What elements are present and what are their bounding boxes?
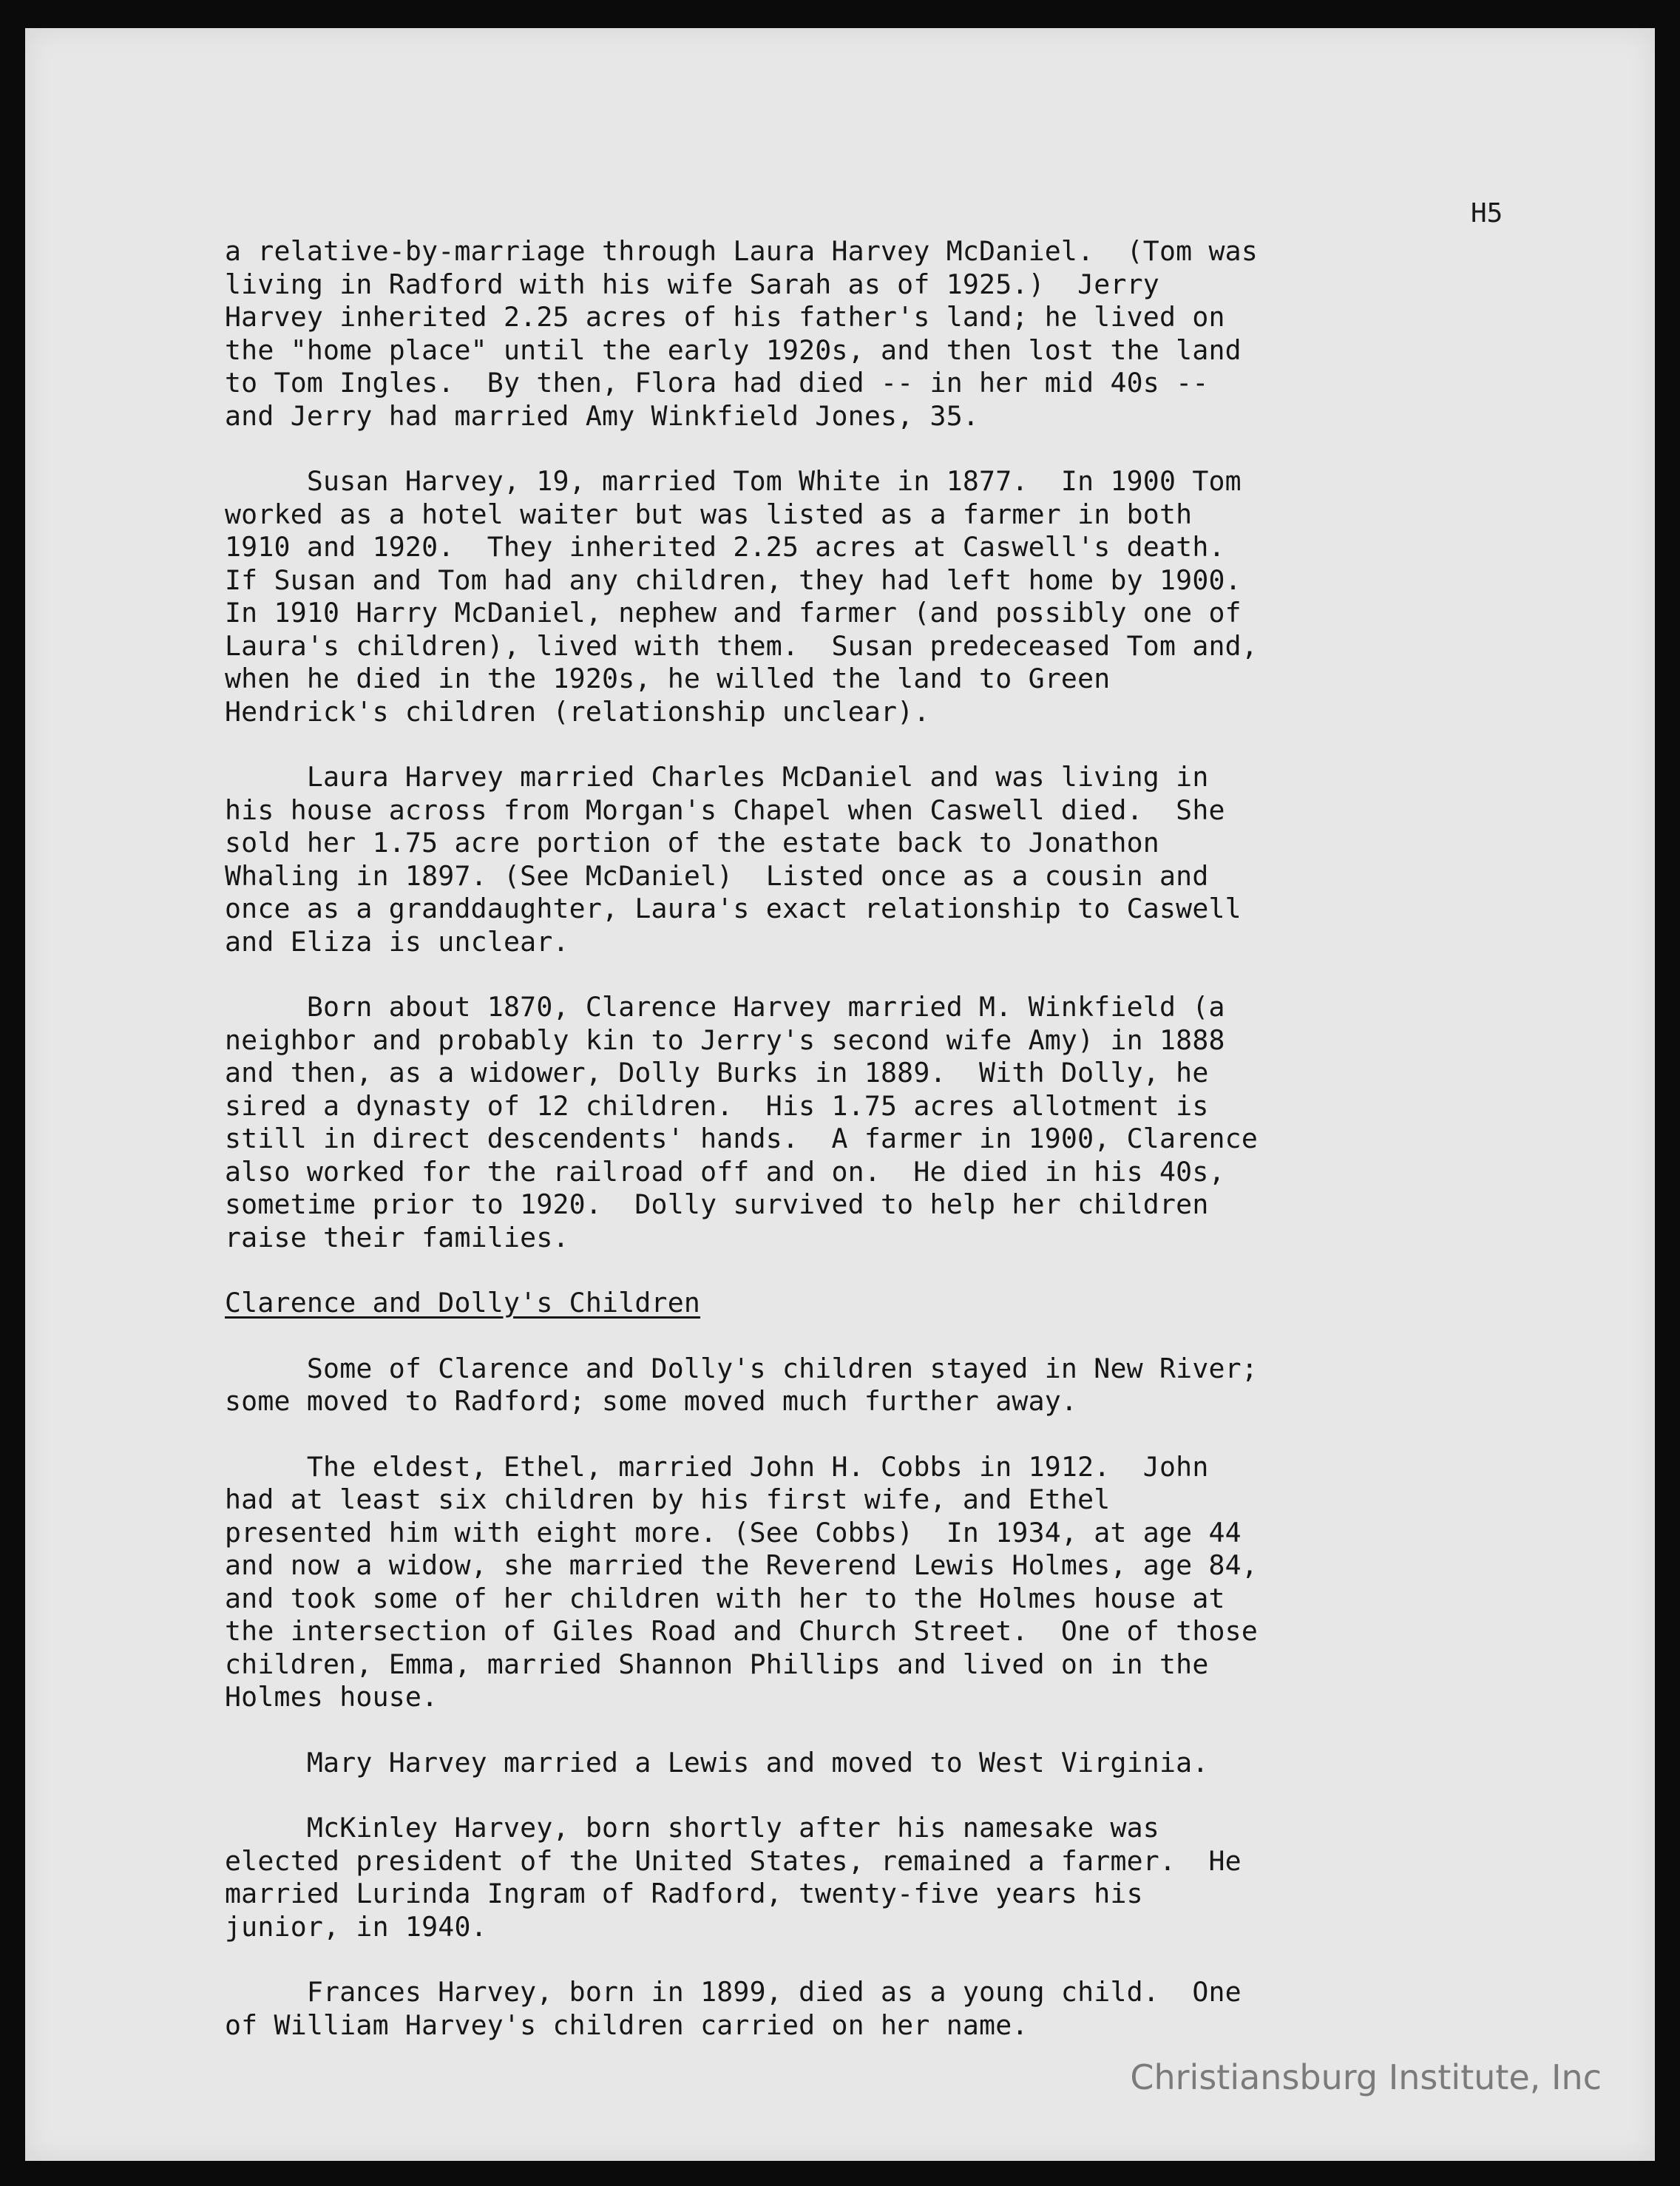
paragraph bbox=[225, 1976, 1482, 2042]
text-line: and Jerry had married Amy Winkfield Jones, 35. bbox=[225, 399, 980, 432]
text-line: some moved to Radford; some moved much further away. bbox=[225, 1385, 1078, 1417]
text-line: neighbor and probably kin to Jerry's second wife Amy) in 1888 bbox=[225, 1023, 1225, 1056]
page-number: H5 bbox=[1471, 198, 1503, 229]
text-line: worked as a hotel waiter but was listed as a farmer in both bbox=[225, 498, 1193, 530]
text-line: In 1910 Harry McDaniel, nephew and farmer (and possibly one of bbox=[225, 597, 1242, 629]
text-line: elected president of the United States, remained a farmer. He bbox=[225, 1844, 1242, 1877]
text-line: still in direct descendents' hands. A farmer in 1900, Clarence bbox=[225, 1123, 1259, 1154]
text-line: Some of Clarence and Dolly's children stayed in New River; bbox=[225, 1352, 1259, 1384]
text-line: married Lurinda Ingram of Radford, twenty-five years his bbox=[225, 1878, 1143, 1909]
text-line: Holmes house. bbox=[225, 1681, 438, 1713]
text-line: Born about 1870, Clarence Harvey married M. Winkfield (a bbox=[225, 991, 1225, 1023]
text-line: had at least six children by his first wife, and Ethel bbox=[225, 1483, 1111, 1515]
text-line: 1910 and 1920. They inherited 2.25 acres at Caswell's death. bbox=[225, 531, 1225, 563]
text-line: and then, as a widower, Dolly Burks in 1889. With Dolly, he bbox=[225, 1057, 1209, 1089]
text-line: also worked for the railroad off and on. He died in his 40s, bbox=[225, 1155, 1225, 1188]
text-line: children, Emma, married Shannon Phillips and lived on in the bbox=[225, 1648, 1209, 1680]
text-line: the intersection of Giles Road and Church Street. One of those bbox=[225, 1615, 1259, 1647]
text-line: his house across from Morgan's Chapel when Caswell died. She bbox=[225, 793, 1225, 826]
text-line: of William Harvey's children carried on her name. bbox=[225, 2009, 1029, 2041]
paragraph bbox=[225, 465, 1482, 728]
text-line: and took some of her children with her to the Holmes house at bbox=[225, 1582, 1225, 1614]
text-line: Hendrick's children (relationship unclear). bbox=[225, 695, 930, 728]
text-line: once as a granddaughter, Laura's exact relationship to Caswell bbox=[225, 893, 1242, 924]
text-line: and Eliza is unclear. bbox=[225, 925, 569, 958]
text-line: The eldest, Ethel, married John H. Cobbs in 1912. John bbox=[225, 1450, 1209, 1483]
watermark-text: Christiansburg Institute, Inc bbox=[1130, 2057, 1602, 2097]
text-line: McKinley Harvey, born shortly after his namesake was bbox=[225, 1812, 1159, 1844]
text-line: a relative-by-marriage through Laura Harvey McDaniel. (Tom was bbox=[225, 235, 1259, 267]
text-line: when he died in the 1920s, he willed the land to Green bbox=[225, 663, 1111, 694]
text-line: the "home place" until the early 1920s, and then lost the land bbox=[225, 334, 1242, 366]
text-line: presented him with eight more. (See Cobbs) In 1934, at age 44 bbox=[225, 1516, 1242, 1549]
paragraphs-before-heading bbox=[225, 235, 1482, 1254]
text-line: Laura Harvey married Charles McDaniel and was living in bbox=[225, 761, 1209, 793]
text-line: and now a widow, she married the Reverend Lewis Holmes, age 84, bbox=[225, 1549, 1259, 1581]
text-line: Laura's children), lived with them. Susan predeceased Tom and, bbox=[225, 629, 1259, 662]
text-line: to Tom Ingles. By then, Flora had died -- in her mid 40s -- bbox=[225, 367, 1209, 399]
text-line: sired a dynasty of 12 children. His 1.75 acres allotment is bbox=[225, 1089, 1209, 1122]
paragraph bbox=[225, 1353, 1482, 1418]
document-body bbox=[225, 235, 1482, 2074]
text-line: Susan Harvey, 19, married Tom White in 1877. In 1900 Tom bbox=[225, 465, 1242, 497]
text-line: junior, in 1940. bbox=[225, 1910, 487, 1943]
text-line: Harvey inherited 2.25 acres of his father's land; he lived on bbox=[225, 301, 1225, 333]
paragraphs-after-heading bbox=[225, 1353, 1482, 2043]
paragraph bbox=[225, 1747, 1482, 1780]
text-line: raise their families. bbox=[225, 1221, 569, 1253]
text-line: sold her 1.75 acre portion of the estate back to Jonathon bbox=[225, 827, 1159, 859]
text-line: If Susan and Tom had any children, they had left home by 1900. bbox=[225, 564, 1242, 596]
text-line: Mary Harvey married a Lewis and moved to West Virginia. bbox=[225, 1746, 1209, 1779]
paragraph bbox=[225, 235, 1482, 433]
section-heading: Clarence and Dolly's Children bbox=[225, 1287, 701, 1319]
text-line: sometime prior to 1920. Dolly survived to help her children bbox=[225, 1188, 1209, 1220]
paragraph bbox=[225, 991, 1482, 1254]
text-line: Frances Harvey, born in 1899, died as a young child. One bbox=[225, 1976, 1242, 2008]
text-line: Whaling in 1897. (See McDaniel) Listed once as a cousin and bbox=[225, 859, 1209, 892]
paragraph bbox=[225, 761, 1482, 958]
paragraph bbox=[225, 1812, 1482, 1943]
paragraph bbox=[225, 1451, 1482, 1714]
text-line: living in Radford with his wife Sarah as of 1925.) Jerry bbox=[225, 268, 1159, 300]
